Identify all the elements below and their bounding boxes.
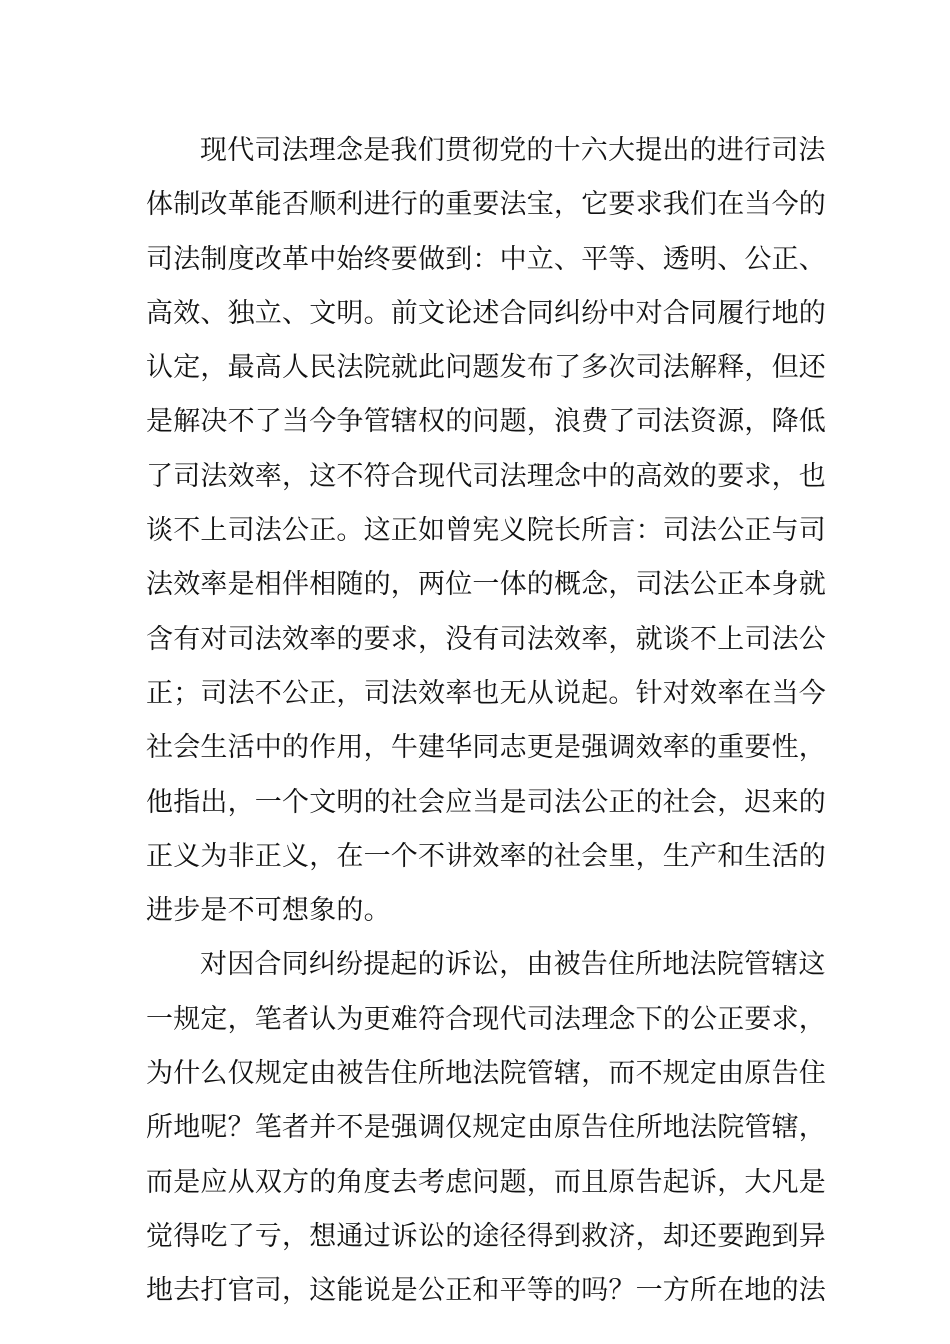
text-line: 体制改革能否顺利进行的重要法宝，它要求我们在当今的	[146, 189, 826, 221]
text-line: 法效率是相伴相随的，两位一体的概念，司法公正本身就	[146, 569, 826, 601]
text-line: 正；司法不公正，司法效率也无从说起。针对效率在当今	[146, 677, 826, 709]
document-body	[146, 124, 826, 1319]
paragraph-1	[146, 124, 826, 938]
text-line: 社会生活中的作用，牛建华同志更是强调效率的重要性，	[146, 732, 826, 764]
text-line: 为什么仅规定由被告住所地法院管辖，而不规定由原告住	[146, 1058, 826, 1090]
text-line: 地去打官司，这能说是公正和平等的吗？一方所在地的法	[146, 1275, 826, 1307]
text-line: 谈不上司法公正。这正如曾宪义院长所言：司法公正与司	[146, 515, 826, 547]
text-line: 司法制度改革中始终要做到：中立、平等、透明、公正、	[146, 243, 826, 275]
text-line: 了司法效率，这不符合现代司法理念中的高效的要求，也	[146, 460, 826, 492]
paragraph-2	[146, 938, 826, 1318]
text-line: 所地呢？笔者并不是强调仅规定由原告住所地法院管辖，	[146, 1112, 826, 1144]
text-line: 认定，最高人民法院就此问题发布了多次司法解释，但还	[146, 352, 826, 384]
text-line: 进步是不可想象的。	[146, 895, 391, 927]
text-line: 他指出，一个文明的社会应当是司法公正的社会，迟来的	[146, 786, 826, 818]
text-line: 高效、独立、文明。前文论述合同纠纷中对合同履行地的	[146, 297, 826, 329]
text-line: 含有对司法效率的要求，没有司法效率，就谈不上司法公	[146, 623, 826, 655]
text-line: 是解决不了当今争管辖权的问题，浪费了司法资源，降低	[146, 406, 826, 438]
text-line: 正义为非正义，在一个不讲效率的社会里，生产和生活的	[146, 840, 826, 872]
text-line: 觉得吃了亏，想通过诉讼的途径得到救济，却还要跑到异	[146, 1220, 826, 1252]
text-line: 一规定，笔者认为更难符合现代司法理念下的公正要求，	[146, 1003, 826, 1035]
text-line: 而是应从双方的角度去考虑问题，而且原告起诉，大凡是	[146, 1166, 826, 1198]
text-line: 现代司法理念是我们贯彻党的十六大提出的进行司法	[200, 135, 826, 166]
text-line: 对因合同纠纷提起的诉讼，由被告住所地法院管辖这	[200, 949, 826, 981]
